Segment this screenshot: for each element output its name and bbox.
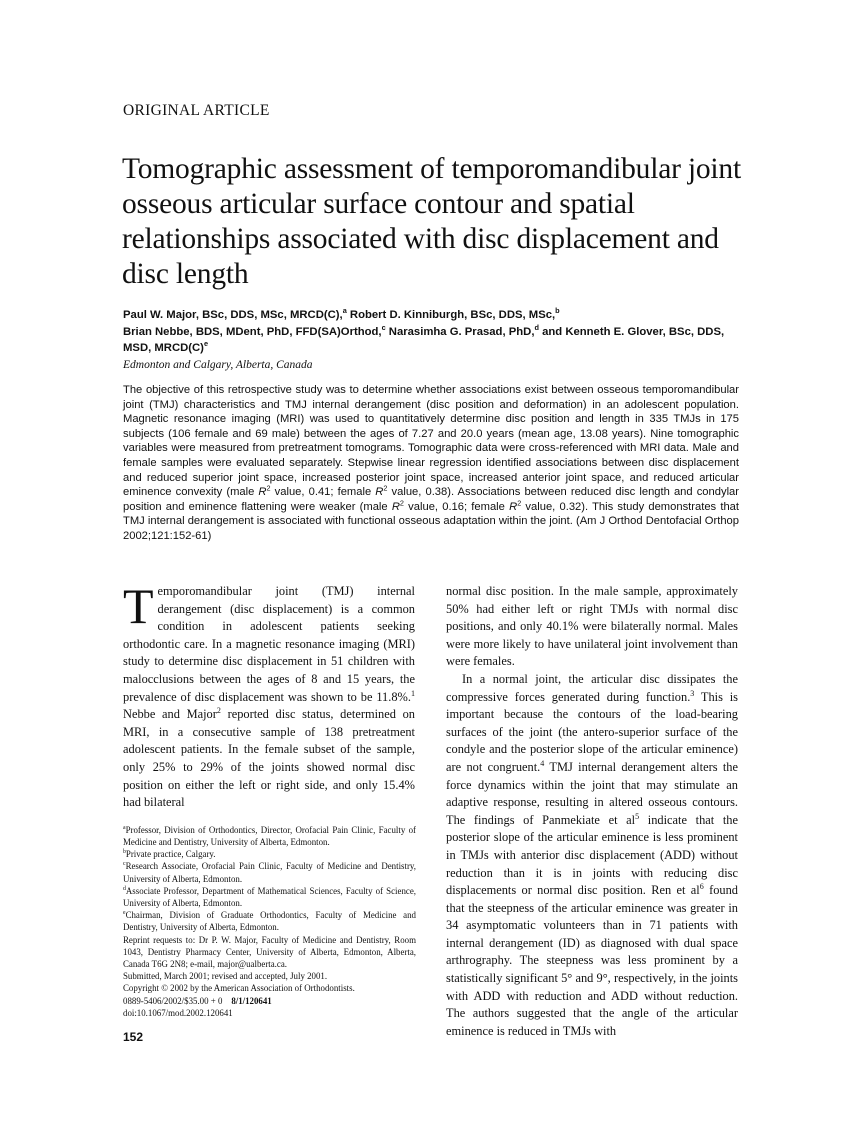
footnote: $^e$Chairman, Division of Graduate Orthodontics, Faculty of Medicine and Dentistry, University of Alberta, Edmonton. xyxy=(123,910,416,933)
body-paragraph: normal disc position. In the male sample, approximately 50% had either left or right TMJs with normal disc positions, and only 40.1% were bilaterally normal. Males were more likely to have unilateral joint involvement than were females. xyxy=(446,584,738,669)
body-text: reported disc status, determined on MRI, in a consecutive sample of 138 pretreatment adolescent patients. In the female subset of the sample, only 25% to 29% of the joints showed normal disc position on either the left or right side, and only 15.4% had bilateral xyxy=(123,707,415,810)
abstract-text: value, 0.38). Associations between reduced disc length and condylar position and eminence flattening were weaker (male xyxy=(123,486,740,513)
reference-mark[interactable]: 2 xyxy=(216,706,221,716)
right-column xyxy=(446,583,738,1040)
reference-mark[interactable]: 1 xyxy=(410,688,415,698)
r-symbol: R xyxy=(258,486,267,499)
page-number: 152 xyxy=(123,1029,144,1044)
footnotes xyxy=(123,824,416,1019)
abstract-text: value, 0.16; female xyxy=(403,500,510,513)
reference-mark[interactable]: 6 xyxy=(699,881,704,891)
abstract-text: value, 0.32). This study demonstrates that TMJ internal derangement is associated with functional osseous adaptation within the joint. (Am J Orthod Dentofacial Orthop 2002;121:152-61) xyxy=(123,500,740,542)
author-mark: a xyxy=(342,306,347,316)
left-body xyxy=(123,578,415,812)
footnote: $^d$Associate Professor, Department of Mathematical Sciences, Faculty of Science, University of Alberta, Edmonton. xyxy=(123,885,416,908)
submission-dates: Submitted, March 2001; revised and accepted, July 2001. xyxy=(123,971,328,982)
footnote: $^b$Private practice, Calgary. xyxy=(123,849,216,860)
body-text: In a normal joint, the articular disc dissipates the compressive forces generated during function. xyxy=(446,671,738,704)
article-title: Tomographic assessment of temporomandibular joint osseous articular surface contour and spatial relationships associated with disc displacement and disc length xyxy=(122,153,741,290)
reprint-info: Reprint requests to: Dr P. W. Major, Faculty of Medicine and Dentistry, Room 1043, Dentistry Pharmacy Center, University of Alberta, Edmonton, Alberta, Canada T6G 2N8; e-mail, major@ualberta.ca. xyxy=(123,934,416,969)
superscript: 2 xyxy=(266,483,271,493)
author-mark: e xyxy=(203,339,209,349)
abstract: The objective of this retrospective study was to determine whether associations exist between osseous temporomandibular joint (TMJ) characteristics and TMJ internal derangement (disc position and deformation) in an adolescent population. Magnetic resonance imaging (MRI) was used to quantitatively determine disc position and length in 335 TMJs in 175 subjects (106 female and 69 male) between the ages of 7.27 and 20.0 years (mean age, 13.08 years). Nine tomographic variables were measured from pretreatment tomograms. Tomographic data were cross-referenced with MRI data. Male and female samples were evaluated separately. Stepwise linear regression identified associations between disc displacement and reduced superior joint space, increased posterior joint space, increased anterior joint space, and reduced articular eminence convexity (male $R^2$ value, 0.41; female $R^2$ value, 0.38). Associations between reduced disc length and condylar position and eminence flattening were weaker (male $R^2$ value, 0.16; female $R^2$ value, 0.32). This study demonstrates that TMJ internal derangement is associated with functional osseous adaptation within the joint. (Am J Orthod Dentofacial Orthop 2002;121:152-61) xyxy=(123,384,740,542)
doi[interactable]: doi:10.1067/mod.2002.120641 xyxy=(123,1007,233,1018)
issn-line: 0889-5406/2002/$35.00 + 0 8/1/120641 xyxy=(123,995,272,1006)
drop-cap: T xyxy=(123,578,154,634)
reference-mark[interactable]: 5 xyxy=(635,811,640,821)
abstract-text: value, 0.41; female xyxy=(270,486,376,499)
left-column xyxy=(123,578,416,1045)
affiliation: Edmonton and Calgary, Alberta, Canada xyxy=(123,358,313,371)
body-text: TMJ internal derangement alters the force dynamics within the joint that may stimulate an adaptive response, resulting in altered osseous contours. The findings of Panmekiate et al xyxy=(446,759,738,827)
body-text: Nebbe and Major xyxy=(123,707,217,722)
author: Robert D. Kinniburgh, BSc, DDS, MSc, xyxy=(346,309,556,321)
footnote: $^a$Professor, Division of Orthodontics, Director, Orofacial Pain Clinic, Faculty of Medicine and Dentistry, University of Alberta, Edmonton. xyxy=(123,824,416,847)
body-text: This is important because the contours of the load-bearing surfaces of the joint (the antero-superior surface of the condyle and the posterior slope of the articular eminence) are not congruent. xyxy=(446,689,738,774)
author: Paul W. Major, BSc, DDS, MSc, MRCD(C), xyxy=(123,309,343,321)
author-list xyxy=(123,307,743,373)
reference-mark[interactable]: 4 xyxy=(540,758,545,768)
author-mark: d xyxy=(534,322,539,332)
abstract-text: The objective of this retrospective study was to determine whether associations exist between osseous temporomandibular joint (TMJ) characteristics and TMJ internal derangement (disc position and deformation) in an adolescent population. Magnetic resonance imaging (MRI) was used to quantitatively determine disc position and length in 335 TMJs in 175 subjects (106 female and 69 male) between the ages of 7.27 and 20.0 years (mean age, 13.08 years). Nine tomographic variables were measured from pretreatment tomograms. Tomographic data were cross-referenced with MRI data. Male and female samples were evaluated separately. Stepwise linear regression identified associations between disc displacement and reduced superior joint space, increased posterior joint space, increased anterior joint space, and reduced articular eminence convexity (male xyxy=(123,384,739,499)
body-paragraph xyxy=(446,671,738,1040)
body-text: emporomandibular joint (TMJ) internal derangement (disc displacement) is a common condition in adolescent patients seeking orthodontic care. In a magnetic resonance imaging (MRI) study to determine disc displacement in 51 children with malocclusions between the ages of 8 and 15 years, the prevalence of disc displacement was shown to be 11.8%. xyxy=(123,584,415,704)
body-text: found that the steepness of the articular eminence was greater in 34 asymptomatic volunteers than in 71 patients with internal derangement (ID) as diagnosed with dual space arthrography. The steepness was less prominent by a statistically significant 5° and 9°, respectively, in the joints with ADD with reduction and ADD without reduction. The authors suggested that the angle of the articular eminence is reduced in TMJs with xyxy=(446,883,738,1038)
author: Narasimha G. Prasad, PhD, xyxy=(385,325,535,338)
author-mark: c xyxy=(381,322,386,332)
author-mark: b xyxy=(555,306,560,316)
copyright: Copyright © 2002 by the American Association of Orthodontists. xyxy=(123,983,355,994)
footnote: $^c$Research Associate, Orofacial Pain Clinic, Faculty of Medicine and Dentistry, University of Alberta, Edmonton. xyxy=(123,861,416,884)
body-text: indicate that the posterior slope of the articular eminence is less prominent in TMJs with anterior disc displacement (ADD) without reduction than it is in joints with reducing disc displacements or normal disc position. Ren et al xyxy=(446,812,739,898)
reference-mark[interactable]: 3 xyxy=(690,688,695,698)
section-label: ORIGINAL ARTICLE xyxy=(123,102,270,119)
author: and Kenneth E. Glover, BSc, DDS, MSD, MRCD(C) xyxy=(123,325,725,354)
article-header xyxy=(122,102,772,544)
author: Brian Nebbe, BDS, MDent, PhD, FFD(SA)Orthod, xyxy=(123,325,382,338)
